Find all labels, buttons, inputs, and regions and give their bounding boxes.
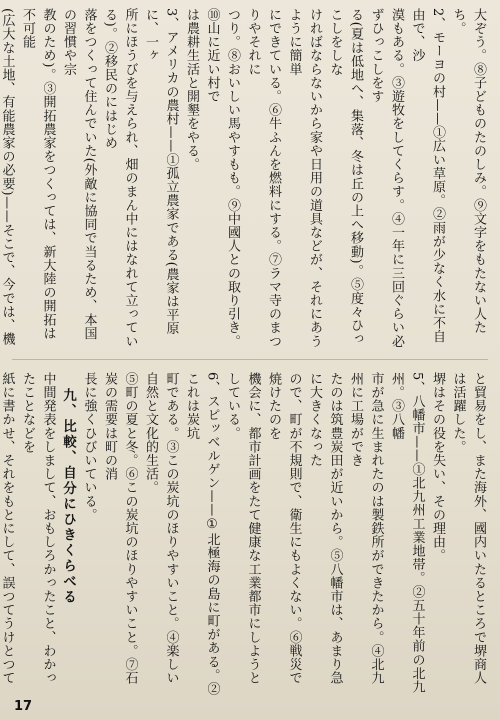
- text-column: 5、八幡市——①北九州工業地帯。②五十年前の北九州。③八幡: [389, 372, 425, 694]
- text-column: 漠もある。③遊牧をしてくらす。④一年に三回ぐらい必ずひっこしをす: [368, 8, 404, 348]
- text-column: 中間発表をしまして、おもしろかったこと、わかったことなどを: [20, 372, 56, 685]
- text-column: にできている。⑥牛ふんを燃料にする。⑦ラマ寺のまつりやそれに: [245, 8, 281, 348]
- text-column: と貿易をし、また海外、國内いたるところで堺商人は活躍した。: [450, 372, 486, 685]
- text-column: 紙に書かせ、それをもとにして、誤つてうけとつて: [0, 372, 15, 685]
- text-column: 2、モーヨの村——①広い草原。②雨が少なく水に不自由で、沙: [409, 8, 445, 344]
- text-column: 3、アメリカの農村——①孤立農家である(農家は平原に、一ヶ: [143, 8, 179, 336]
- upper-text-block: [0, 8, 488, 352]
- text-column: つり。⑧おいしい馬やすもも。⑨中國人との取り引き。⑩山に近い村で: [204, 8, 240, 348]
- text-column: 長に強くひびいている。: [81, 372, 97, 522]
- page-number: 17: [14, 699, 33, 714]
- text-column: は農耕生活と開墾をやる。: [184, 8, 199, 172]
- section-heading: 九、比較、自分にひきくらべる: [60, 388, 76, 605]
- text-column: たのは筑豊炭田が近いから。⑤八幡市は、あまり急に大きくなった: [307, 372, 343, 685]
- lower-text-block: [0, 372, 488, 698]
- text-column: 大ぞう。⑧子どものたのしみ。⑨文字をもたない人たち。: [450, 8, 486, 335]
- section-divider: [12, 359, 488, 360]
- text-column: ければならないから家や日用の道具などが、それにあうように簡単: [286, 8, 322, 348]
- text-column: ので、町が不規則で、衛生にもよくない。⑥戦災で焼けたのを: [266, 372, 302, 685]
- text-column: (広大な土地、有能農家の必要)——そこで、今では、機: [0, 8, 15, 346]
- text-column: 落をつくって住んでいた(外敵に協同で当るため、本国の習慣や宗: [61, 8, 97, 341]
- text-column: 所にほうびを与えられ、畑のまん中にはなれて立っている)。②移民のにはじめ: [102, 8, 138, 348]
- text-column: 機会に、都市計画をたて健康な工業都市にしようとしている。: [225, 372, 261, 685]
- text-column: 教のため)。③開拓農家をつくっては、新大陸の開拓は不可能: [20, 8, 56, 341]
- text-column: 堺はその役を失い、その理由。: [430, 372, 445, 563]
- text-column: 6、スピッベルゲン——①北極海の島に町がある。②これは炭坑: [184, 372, 220, 696]
- text-column: ⑤町の夏と冬。⑥この炭坑のほりやすいこと。⑦石炭の需要は町の消: [102, 372, 138, 685]
- text-column: 町である。③この炭坑のほりやすいこと。④楽しい自然と文化的生活。: [143, 372, 179, 685]
- text-column: 市が急に生まれたのは製鉄所ができたから。④北九州に工場ができ: [348, 372, 384, 685]
- text-column: る(夏は低地へ、集落、冬は丘の上へ移動)。⑤度々ひっこしをしな: [327, 8, 363, 346]
